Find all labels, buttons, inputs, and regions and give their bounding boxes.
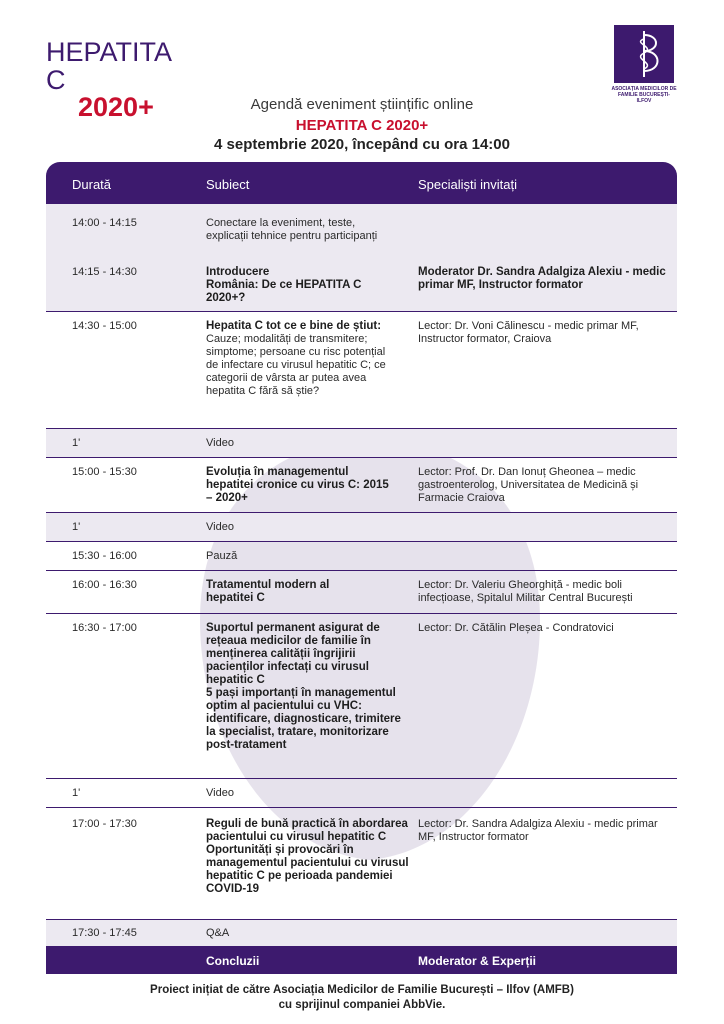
row-subject: Reguli de bună practică în abordarea pacientului cu virusul hepatitic C Oportunități și provocări în managementul pacientului cu virusul hepatitic C pe perioada pandemiei COVID-19 xyxy=(206,818,409,895)
row-speaker: Lector: Prof. Dr. Dan Ionuț Gheonea – medic gastroenterolog, Universitatea de Medicină și Farmacie Craiova xyxy=(418,466,639,504)
row-subject: Cauze; modalități de transmitere; simptome; persoane cu risc potențial de infectare cu virusul hepatitic C; ce categorii de vârsta ar putea avea hepatita C fără să știe? xyxy=(206,333,386,397)
row-time: 17:00 - 17:30 xyxy=(72,818,137,830)
row-speaker: Moderator Dr. Sandra Adalgiza Alexiu - medic primar MF, Instructor formator xyxy=(418,266,666,291)
table-row xyxy=(46,614,677,779)
event-date: 4 septembrie 2020, începând cu ora 14:00 xyxy=(214,136,510,153)
row-time: 15:30 - 16:00 xyxy=(72,550,137,562)
table-row xyxy=(46,920,677,946)
table-row xyxy=(46,542,677,571)
row-time: 17:30 - 17:45 xyxy=(72,927,137,939)
logo-line1: HEPATITA C xyxy=(46,37,171,95)
logo-line2: 2020+ xyxy=(78,92,154,122)
agenda-table xyxy=(46,162,677,974)
row-subject-block xyxy=(206,320,396,398)
table-row xyxy=(46,429,677,458)
event-subtitle: Agendă eveniment științific online xyxy=(250,96,474,113)
row-time: 14:15 - 14:30 xyxy=(72,266,137,278)
row-time: 16:30 - 17:00 xyxy=(72,622,137,634)
row-speaker: Lector: Dr. Sandra Adalgiza Alexiu - medic primar MF, Instructor formator xyxy=(418,818,658,843)
row-subject: Introducere România: De ce HEPATITA C 2020+? xyxy=(206,266,362,304)
col-duration: Durată xyxy=(72,177,112,192)
row-subject: Video xyxy=(206,521,234,533)
row-subject: Tratamentul modern al hepatitei C xyxy=(206,579,330,604)
row-time: 1' xyxy=(72,787,81,799)
row-subject-title: Hepatita C tot ce e bine de știut: xyxy=(206,320,382,332)
row-time: 1' xyxy=(72,521,81,533)
row-time: 16:00 - 16:30 xyxy=(72,579,137,591)
closing-subject: Concluzii xyxy=(206,954,260,968)
table-header xyxy=(46,162,677,204)
row-time: 1' xyxy=(72,437,81,449)
footer-note xyxy=(0,983,724,1013)
footer-line2: cu sprijinul companiei AbbVie. xyxy=(278,999,446,1011)
col-speakers: Specialiști invitați xyxy=(418,177,517,192)
row-subject: Q&A xyxy=(206,927,230,939)
event-title: HEPATITA C 2020+ xyxy=(295,117,429,134)
row-subject: Conectare la eveniment, teste, explicații tehnice pentru participanți xyxy=(206,217,378,242)
table-row xyxy=(46,204,677,312)
footer-line1: Proiect inițiat de către Asociația Medicilor de Familie București – Ilfov (AMFB) xyxy=(150,984,574,996)
table-row xyxy=(46,312,677,429)
table-row xyxy=(46,808,677,920)
amfb-caption: ASOCIAȚIA MEDICILOR DE FAMILIE BUCUREȘTI-ILFOV xyxy=(611,86,677,104)
closing-speaker: Moderator & Experții xyxy=(418,954,537,968)
row-subject: Evoluția în managementul hepatitei cronice cu virus C: 2015 – 2020+ xyxy=(206,466,389,504)
amfb-logo xyxy=(611,25,677,104)
row-time: 15:00 - 15:30 xyxy=(72,466,137,478)
row-speaker: Lector: Dr. Valeriu Gheorghiță - medic boli infecțioase, Spitalul Militar Central București xyxy=(418,579,633,604)
row-time: 14:00 - 14:15 xyxy=(72,217,137,229)
closing-row xyxy=(46,946,677,974)
row-time: 14:30 - 15:00 xyxy=(72,320,137,332)
row-speaker: Lector: Dr. Cătălin Pleșea - Condratovici xyxy=(418,622,614,634)
amfb-emblem-icon xyxy=(614,25,674,83)
table-row xyxy=(46,513,677,542)
row-subject: Suportul permanent asigurat de rețeaua medicilor de familie în menținerea calității îngrijirii pacienților infectați cu virusul hepatitic C 5 pași importanți în managementul optim al pacientului cu VHC: identificare, diagnosticare, trimitere la specialist, tratare, monitorizare post-tratament xyxy=(206,622,401,751)
table-row xyxy=(46,458,677,513)
table-row xyxy=(46,779,677,808)
row-speaker: Lector: Dr. Voni Călinescu - medic primar MF, Instructor formator, Craiova xyxy=(418,320,639,345)
table-row xyxy=(46,571,677,614)
row-subject: Video xyxy=(206,437,234,449)
row-subject: Video xyxy=(206,787,234,799)
col-subject: Subiect xyxy=(206,177,250,192)
row-subject: Pauză xyxy=(206,550,238,562)
